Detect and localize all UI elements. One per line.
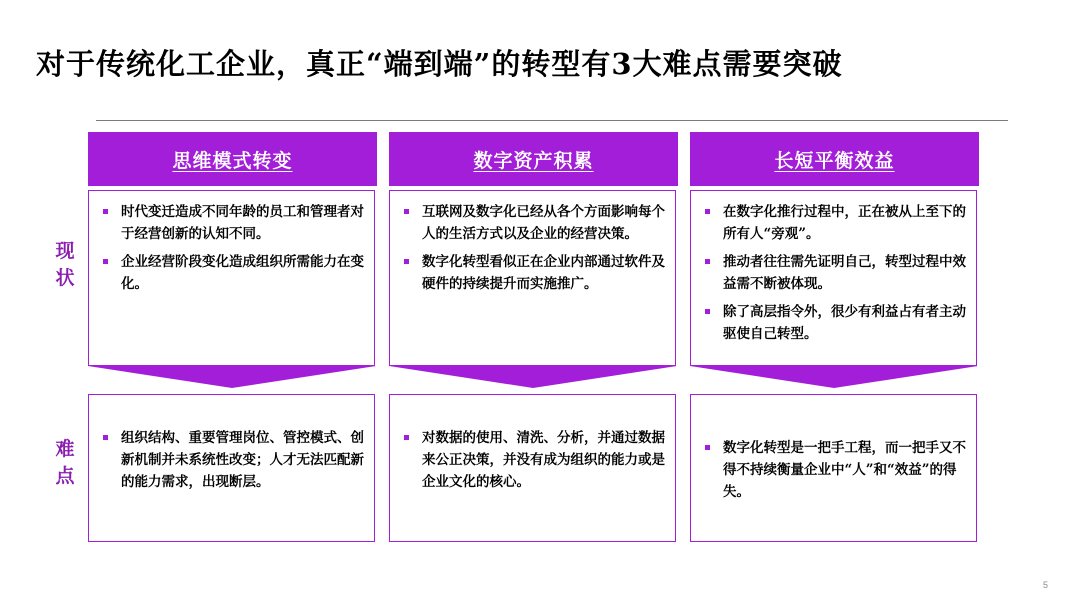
difficulty-box (690, 394, 977, 542)
page-number: 5 (1042, 580, 1048, 590)
current-status-box (88, 190, 375, 366)
column-header (88, 132, 377, 186)
bullet-square-icon (103, 259, 108, 264)
bullet-item: 除了高层指令外，很少有利益占有者主动驱使自己转型。 (701, 301, 966, 345)
bullet-item: 在数字化推行过程中，正在被从上至下的所有人“旁观”。 (701, 201, 966, 245)
bullet-square-icon (705, 309, 710, 314)
difficulty-box (88, 394, 375, 542)
bullet-square-icon (103, 209, 108, 214)
bullet-square-icon (705, 209, 710, 214)
bullet-item: 对数据的使用、清洗、分析，并通过数据来公正决策，并没有成为组织的能力或是企业文化的核心。 (400, 427, 665, 493)
bullet-square-icon (404, 259, 409, 264)
title-divider (96, 120, 1008, 121)
column-header-label: 数字资产积累 (473, 149, 594, 172)
column-balance-benefits (690, 132, 979, 500)
row-label-difficulty: 难点 (55, 438, 75, 487)
down-arrow-icon (690, 366, 978, 388)
bullet-square-icon (705, 259, 710, 264)
bullet-square-icon (404, 435, 409, 440)
column-header (389, 132, 678, 186)
column-digital-assets (389, 132, 678, 490)
current-status-box (389, 190, 676, 366)
difficulty-box (389, 394, 676, 542)
bullet-square-icon (404, 209, 409, 214)
current-status-box (690, 190, 977, 366)
down-arrow-icon (88, 366, 376, 388)
bullet-item: 数字化转型是一把手工程，而一把手又不得不持续衡量企业中“人”和“效益”的得失。 (701, 437, 966, 503)
column-header-label: 长短平衡效益 (774, 149, 895, 172)
bullet-item: 组织结构、重要管理岗位、管控模式、创新机制并未系统性改变；人才无法匹配新的能力需求，出现断层。 (99, 427, 364, 493)
row-label-current: 现状 (55, 240, 75, 289)
bullet-item: 数字化转型看似正在企业内部通过软件及硬件的持续提升而实施推广。 (400, 251, 665, 295)
down-arrow-icon (389, 366, 677, 388)
slide-title: 对于传统化工企业，真正“端到端”的转型有3大难点需要突破 (36, 47, 843, 81)
column-mindset (88, 132, 377, 490)
column-header (690, 132, 979, 186)
bullet-item: 互联网及数字化已经从各个方面影响每个人的生活方式以及企业的经营决策。 (400, 201, 665, 245)
column-header-label: 思维模式转变 (172, 149, 293, 172)
bullet-square-icon (705, 445, 710, 450)
bullet-square-icon (103, 435, 108, 440)
bullet-item: 时代变迁造成不同年龄的员工和管理者对于经营创新的认知不同。 (99, 201, 364, 245)
bullet-item: 企业经营阶段变化造成组织所需能力在变化。 (99, 251, 364, 295)
bullet-item: 推动者往往需先证明自己，转型过程中效益需不断被体现。 (701, 251, 966, 295)
